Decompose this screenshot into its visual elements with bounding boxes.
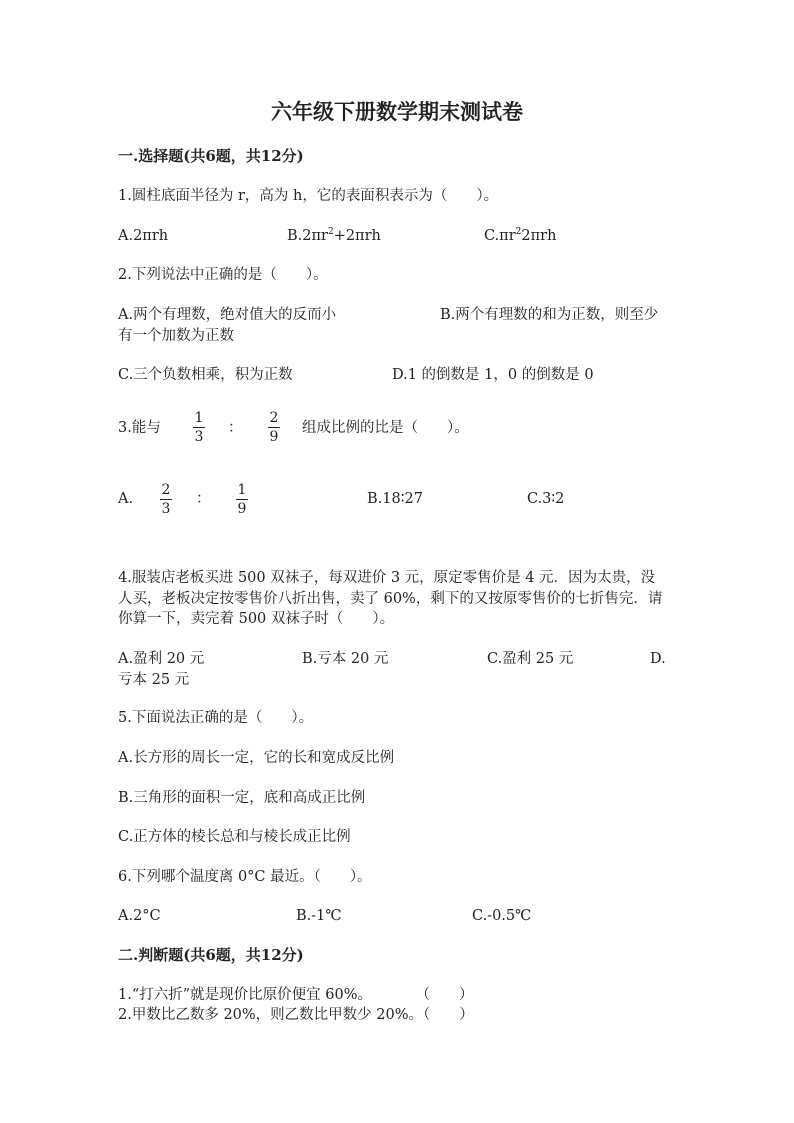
question-4-stem: 4.服装店老板买进 500 双袜子，每双进价 3 元，原定零售价是 4 元．因为太贵，没人买，老板决定按零售价八折出售，卖了 60%，剩下的又按原零售价的七折售完．请你算一下，卖完着 500 双袜子时（ ）。 (118, 570, 663, 627)
page-title: 六年级下册数学期末测试卷 (271, 99, 523, 124)
question-3-option-a-fraction-1: 2 3 (161, 482, 171, 517)
question-1-option-b: $B.2\pi r^2+2\pi rh$ (287, 227, 381, 244)
question-4-option-c: C.盈利 25 元 (487, 651, 574, 667)
judgement-2: 2.甲数比乙数多 20%，则乙数比甲数少 20%。（ ） (118, 1007, 474, 1023)
section-heading-choice: 一.选择题(共6题，共12分) (118, 147, 304, 165)
question-4-option-d: D.亏本 25 元 (118, 651, 666, 688)
question-3-stem-suffix: 组成比例的比是（ ）。 (302, 420, 469, 436)
question-3-stem-prefix: 3.能与 (118, 420, 161, 436)
question-3-colon: ： (228, 420, 243, 436)
section-heading-judgement: 二.判断题(共6题，共12分) (118, 946, 304, 964)
question-2-option-c: C.三个负数相乘，积为正数 (118, 367, 293, 383)
judgement-1: 1.“打六折”就是现价比原价便宜 60%。 （ ） (118, 987, 474, 1003)
question-2-option-b: B.两个有理数的和为正数，则至少有一个加数为正数 (118, 307, 659, 344)
question-5-option-b: B.三角形的面积一定，底和高成正比例 (118, 790, 366, 806)
question-6-option-a: A.2°C (118, 908, 161, 924)
question-4-option-b: B.亏本 20 元 (302, 651, 389, 667)
question-2-stem: 2.下列说法中正确的是（ ）。 (118, 267, 328, 283)
question-3-fraction-2: 2 9 (269, 410, 279, 445)
question-3-option-b: B.18∶27 (367, 491, 423, 507)
question-6-stem: 6.下列哪个温度离 0°C 最近。（ ）。 (118, 869, 372, 885)
question-3-option-a-label: A. (118, 491, 134, 507)
question-2-option-d: D.1 的倒数是 1，0 的倒数是 0 (392, 367, 594, 383)
question-4-option-a: A.盈利 20 元 (118, 651, 205, 667)
question-3-option-c: C.3∶2 (527, 491, 565, 507)
question-3-option-a-fraction-2: 1 9 (237, 482, 247, 517)
question-5-option-a: A.长方形的周长一定，它的长和宽成反比例 (118, 750, 395, 766)
question-2-option-a: A.两个有理数，绝对值大的反而小 (118, 307, 337, 323)
question-3-fraction-1: 1 3 (194, 410, 204, 445)
question-3-option-a-colon: ： (196, 491, 211, 507)
question-5-stem: 5.下面说法正确的是（ ）。 (118, 710, 314, 726)
question-1-stem: 1.圆柱底面半径为 r，高为 h，它的表面积表示为（ ）。 (118, 188, 499, 204)
question-6-option-b: B.-1℃ (296, 908, 342, 924)
question-1-option-c: $C.\pi r^22\pi rh$ (484, 227, 557, 244)
question-1-option-a: A.2πrh (118, 228, 169, 244)
question-5-option-c: C.正方体的棱长总和与棱长成正比例 (118, 829, 351, 845)
question-6-option-c: C.-0.5℃ (472, 908, 532, 924)
